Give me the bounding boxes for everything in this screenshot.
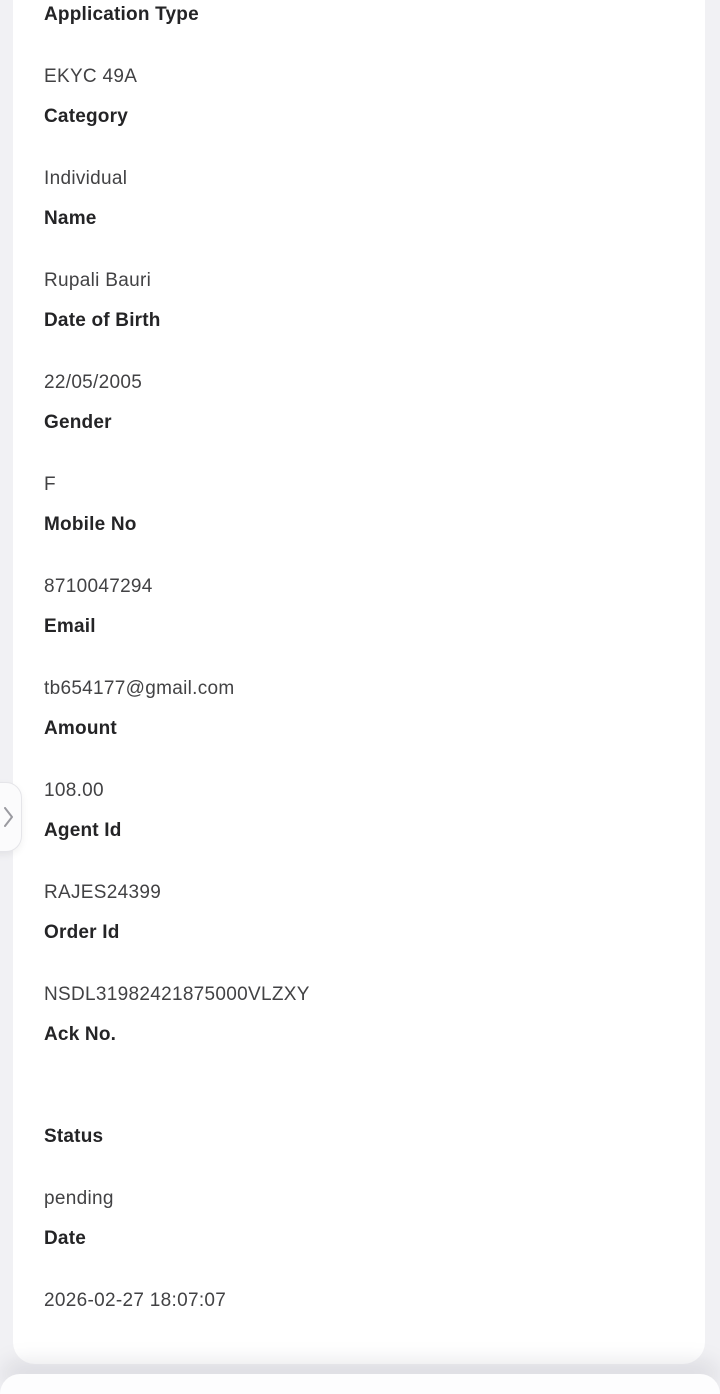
field-value: 22/05/2005: [44, 372, 143, 393]
field-value: tb654177@gmail.com: [44, 678, 235, 699]
field-row: [44, 718, 675, 802]
field-value: NSDL31982421875000VLZXY: [44, 984, 310, 1005]
field-row: [44, 1024, 675, 1108]
field-label: Mobile No: [44, 514, 137, 535]
field-label: Agent Id: [44, 820, 122, 841]
field-label: Date: [44, 1228, 86, 1249]
field-value: F: [44, 474, 56, 495]
field-label: Amount: [44, 718, 117, 739]
field-row: [44, 106, 675, 190]
field-label: Status: [44, 1126, 104, 1147]
field-row: [44, 4, 675, 88]
application-detail-card: [13, 0, 705, 1364]
field-label: Gender: [44, 412, 112, 433]
field-value: RAJES24399: [44, 882, 162, 903]
field-value: 108.00: [44, 780, 104, 801]
bottom-sheet-edge: [0, 1374, 720, 1394]
chevron-right-icon: [4, 807, 14, 827]
field-row: [44, 1228, 675, 1312]
field-row: [44, 820, 675, 904]
field-list: [44, 4, 675, 1312]
field-value: Individual: [44, 168, 128, 189]
field-value: 8710047294: [44, 576, 153, 597]
field-value: pending: [44, 1188, 114, 1209]
field-row: [44, 310, 675, 394]
field-row: [44, 616, 675, 700]
field-label: Email: [44, 616, 96, 637]
field-label: Application Type: [44, 4, 199, 25]
field-label: Ack No.: [44, 1024, 117, 1045]
field-value: EKYC 49A: [44, 66, 138, 87]
field-row: [44, 514, 675, 598]
field-label: Category: [44, 106, 128, 127]
drawer-handle[interactable]: [0, 782, 22, 852]
field-row: [44, 412, 675, 496]
field-label: Order Id: [44, 922, 120, 943]
field-row: [44, 922, 675, 1006]
field-label: Name: [44, 208, 97, 229]
field-row: [44, 208, 675, 292]
field-row: [44, 1126, 675, 1210]
field-value: Rupali Bauri: [44, 270, 152, 291]
field-value: 2026-02-27 18:07:07: [44, 1290, 227, 1311]
field-value: [44, 1086, 675, 1108]
field-label: Date of Birth: [44, 310, 161, 331]
